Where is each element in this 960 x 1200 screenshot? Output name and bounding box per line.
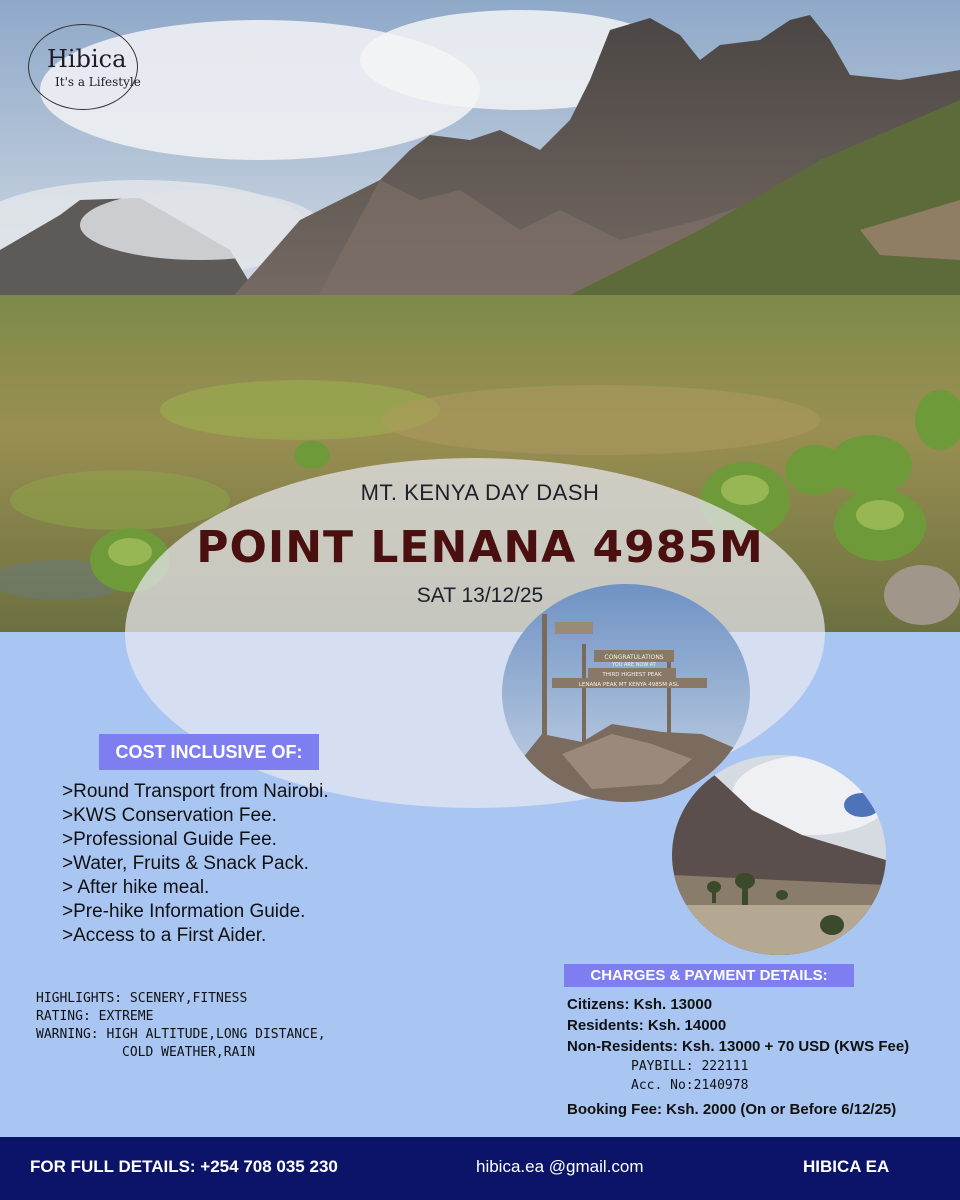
footer-brand: HIBICA EA — [803, 1157, 890, 1176]
charges-list — [567, 994, 909, 1120]
event-date: SAT 13/12/25 — [416, 584, 544, 607]
rating-text: RATING: EXTREME — [36, 1009, 154, 1024]
footer-email[interactable]: hibica.ea @gmail.com — [476, 1157, 644, 1176]
charges-heading: CHARGES & PAYMENT DETAILS: — [564, 964, 854, 987]
inclusions-heading: COST INCLUSIVE OF: — [99, 734, 319, 770]
sign-text-line1: CONGRATULATIONS — [604, 654, 664, 661]
inclusion-item: >Water, Fruits & Snack Pack. — [62, 853, 309, 874]
trip-details — [36, 990, 326, 1062]
paybill-number: PAYBILL: 222111 — [631, 1059, 749, 1074]
footer-bar — [0, 1137, 960, 1200]
residents-price: Residents: Ksh. 14000 — [567, 1017, 727, 1034]
account-number: Acc. No:2140978 — [631, 1078, 749, 1093]
highlights-text: HIGHLIGHTS: SCENERY,FITNESS — [36, 991, 248, 1006]
inclusion-item: >Access to a First Aider. — [62, 925, 267, 946]
booking-fee: Booking Fee: Ksh. 2000 (On or Before 6/12/25) — [567, 1101, 897, 1118]
footer-phone[interactable]: FOR FULL DETAILS: +254 708 035 230 — [30, 1157, 338, 1176]
sign-text-line2: YOU ARE NOW AT — [612, 662, 656, 668]
non-residents-price: Non-Residents: Ksh. 13000 + 70 USD (KWS Fee) — [567, 1038, 910, 1055]
inclusion-item: >Professional Guide Fee. — [62, 829, 277, 850]
inclusion-item: >Round Transport from Nairobi. — [62, 781, 329, 802]
summit-sign-photo — [502, 584, 750, 802]
inclusion-item: > After hike meal. — [62, 877, 210, 898]
event-title: POINT LENANA 4985M — [196, 522, 764, 573]
logo-tagline: It's a Lifestyle — [55, 75, 141, 89]
trail-photo — [672, 755, 886, 955]
sign-text-line3: THIRD HIGHEST PEAK — [602, 672, 662, 678]
hibica-logo — [28, 24, 141, 110]
citizens-price: Citizens: Ksh. 13000 — [567, 996, 713, 1013]
warning-text: WARNING: HIGH ALTITUDE,LONG DISTANCE, — [36, 1027, 326, 1042]
inclusions-list — [62, 780, 329, 948]
sign-text-line4: LENANA PEAK MT KENYA 4985M ASL — [578, 682, 680, 688]
inclusion-item: >Pre-hike Information Guide. — [62, 901, 306, 922]
warning-continued-text: COLD WEATHER,RAIN — [122, 1045, 256, 1060]
logo-name: Hibica — [47, 45, 127, 73]
event-subtitle: MT. KENYA DAY DASH — [360, 480, 600, 505]
inclusion-item: >KWS Conservation Fee. — [62, 805, 277, 826]
